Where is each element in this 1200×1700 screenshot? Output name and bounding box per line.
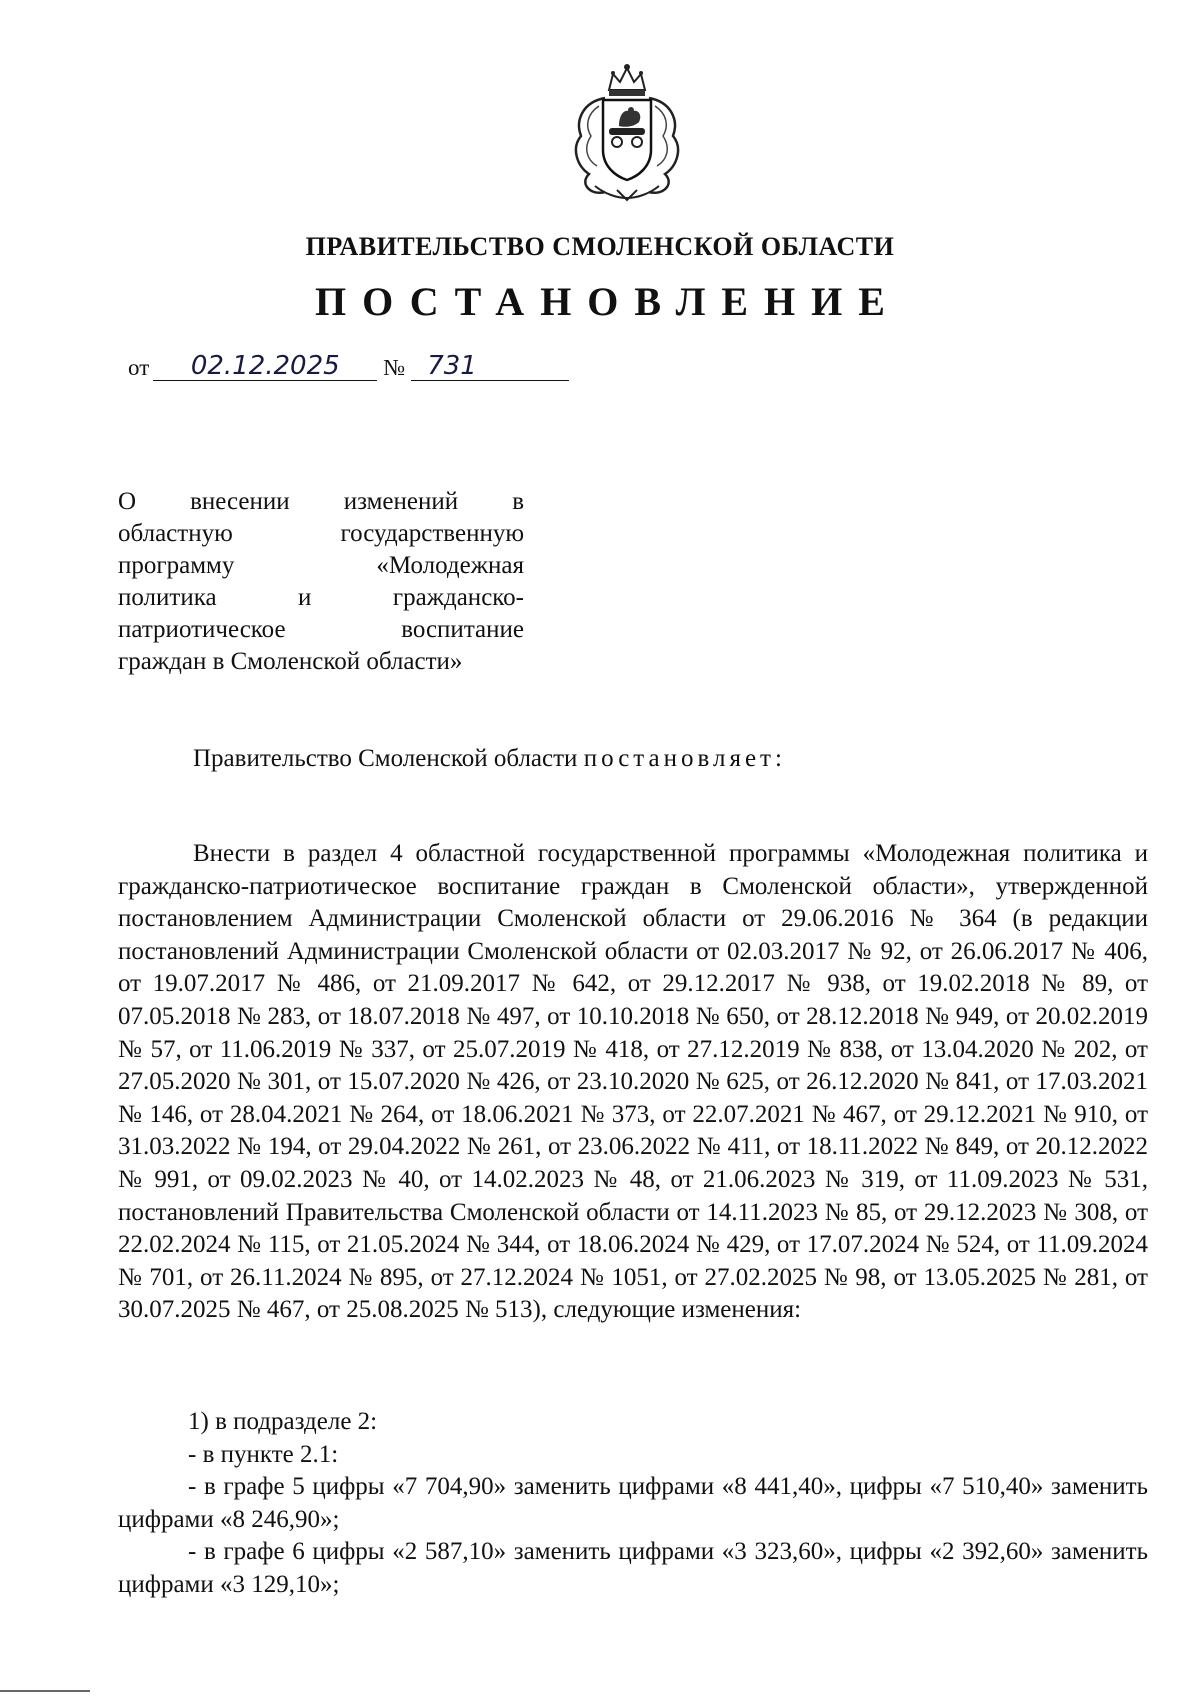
decree-action: постановляет:	[583, 745, 786, 772]
document-type-title: ПОСТАНОВЛЕНИЕ	[315, 279, 901, 324]
subject-line: программу «Молодежная	[118, 552, 524, 579]
registration-line	[128, 352, 569, 381]
document-subject	[118, 486, 524, 678]
amendment-item: - в графе 5 цифры «7 704,90» заменить цифрами «8 441,40», цифры «7 510,40» заменить цифрами «8 246,90»;	[118, 1473, 1148, 1533]
subject-line: политика и гражданско-	[118, 584, 524, 611]
decree-statement	[193, 745, 786, 773]
subject-line: областную государственную	[118, 520, 524, 547]
handwritten-number: 731	[411, 352, 569, 381]
decree-subject: Правительство Смоленской области	[193, 745, 578, 772]
government-title: ПРАВИТЕЛЬСТВО СМОЛЕНСКОЙ ОБЛАСТИ	[305, 232, 895, 261]
handwritten-date: 02.12.2025	[153, 352, 377, 381]
subject-line: О внесении изменений в	[118, 488, 524, 515]
main-text	[118, 838, 1148, 1327]
date-label: от	[128, 355, 150, 380]
subject-line: патриотическое воспитание	[118, 616, 524, 643]
amendment-item: - в графе 6 цифры «2 587,10» заменить цифрами «3 323,60», цифры «2 392,60» заменить цифрами «3 129,10»;	[118, 1538, 1148, 1598]
number-label: №	[383, 355, 406, 380]
page-edge-mark	[0, 1690, 90, 1692]
subject-line: граждан в Смоленской области»	[118, 648, 463, 675]
smolensk-coat-of-arms-emblem	[565, 62, 689, 202]
main-paragraph: Внести в раздел 4 областной государственной программы «Молодежная политика и гражданско-патриотическое воспитание граждан в Смоленской области», утвержденной постановлением Администрации Смоленской области от 29.06.2016 № 364 (в редакции постановлений Администрации Смоленской области от 02.03.2017 № 92, от 26.06.2017 № 406, от 19.07.2017 № 486, от 21.09.2017 № 642, от 29.12.2017 № 938, от 19.02.2018 № 89, от 07.05.2018 № 283, от 18.07.2018 № 497, от 10.10.2018 № 650, от 28.12.2018 № 949, от 20.02.2019 № 57, от 11.06.2019 № 337, от 25.07.2019 № 418, от 27.12.2019 № 838, от 13.04.2020 № 202, от 27.05.2020 № 301, от 15.07.2020 № 426, от 23.10.2020 № 625, от 26.12.2020 № 841, от 17.03.2021 № 146, от 28.04.2021 № 264, от 18.06.2021 № 373, от 22.07.2021 № 467, от 29.12.2021 № 910, от 31.03.2022 № 194, от 29.04.2022 № 261, от 23.06.2022 № 411, от 18.11.2022 № 849, от 20.12.2022 № 991, от 09.02.2023 № 40, от 14.02.2023 № 48, от 21.06.2023 № 319, от 11.09.2023 № 531, постановлений Правительства Смоленской области от 14.11.2023 № 85, от 29.12.2023 № 308, от 22.02.2024 № 115, от 21.05.2024 № 344, от 18.06.2024 № 429, от 17.07.2024 № 524, от 11.09.2024 № 701, от 26.11.2024 № 895, от 27.12.2024 № 1051, от 27.02.2025 № 98, от 13.05.2025 № 281, от 30.07.2025 № 467, от 25.08.2025 № 513), следующие изменения:	[118, 840, 1148, 1324]
amendment-items	[118, 1406, 1148, 1602]
amendment-item: 1) в подразделе 2:	[188, 1408, 378, 1435]
amendment-item: - в пункте 2.1:	[188, 1440, 339, 1468]
